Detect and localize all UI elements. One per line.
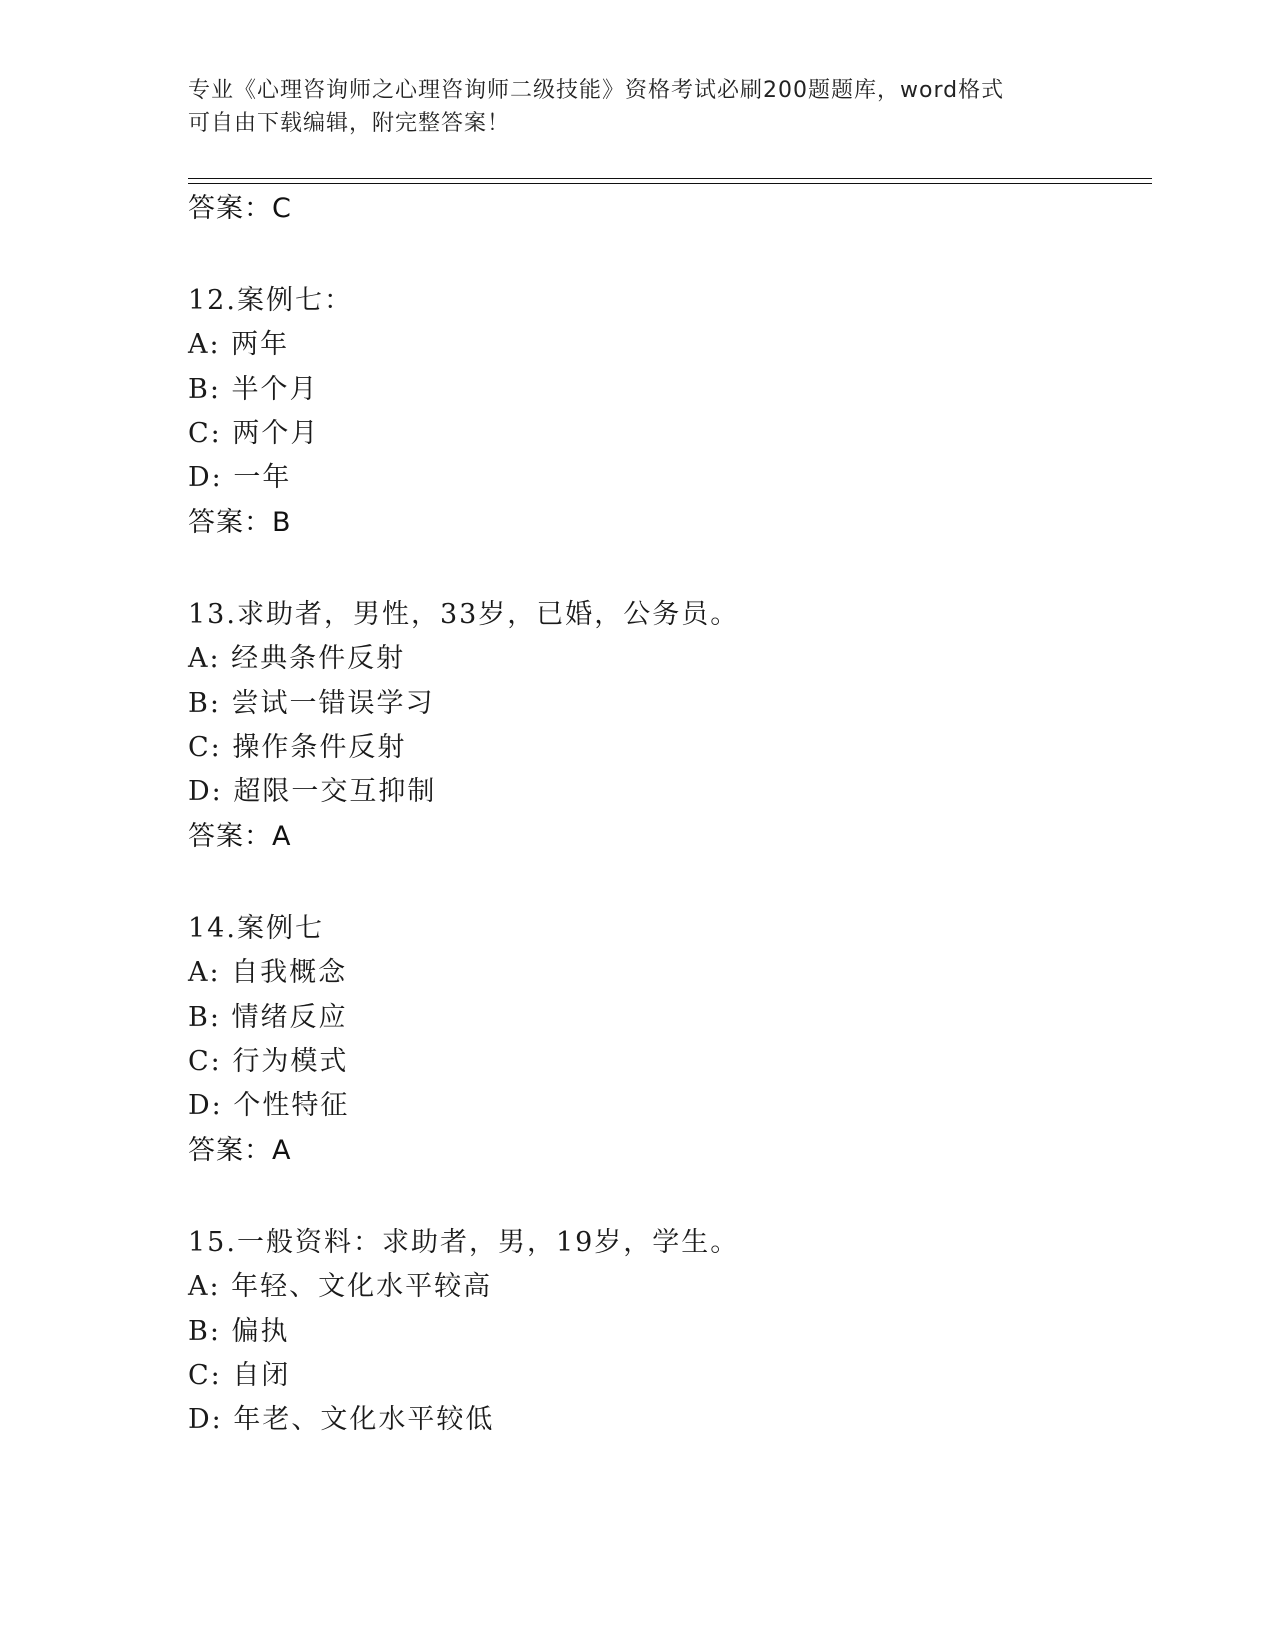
option-b: B: 尝试一错误学习 (188, 688, 435, 719)
document-header (188, 74, 1088, 140)
header-divider-bottom (188, 183, 1152, 184)
option-d: D: 个性特征 (188, 1090, 350, 1121)
answer-line: 答案：B (188, 507, 292, 538)
option-a: A: 经典条件反射 (188, 643, 406, 674)
header-line-1: 专业《心理咨询师之心理咨询师二级技能》资格考试必刷200题题库，word格式 (188, 78, 1005, 103)
question-title: 12.案例七： (188, 285, 353, 316)
question-title: 15.一般资料：求助者，男，19岁，学生。 (188, 1227, 740, 1258)
option-d: D: 年老、文化水平较低 (188, 1404, 495, 1435)
question-title: 14.案例七 (188, 913, 324, 944)
option-b: B: 半个月 (188, 374, 319, 405)
option-b: B: 情绪反应 (188, 1002, 348, 1033)
option-d: D: 一年 (188, 462, 292, 493)
option-c: C: 两个月 (188, 418, 320, 449)
option-b: B: 偏执 (188, 1316, 290, 1347)
answer-line: 答案：A (188, 821, 292, 852)
answer-line: 答案：C (188, 193, 292, 224)
header-divider-top (188, 178, 1152, 179)
option-a: A: 自我概念 (188, 957, 348, 988)
header-line-2: 可自由下载编辑，附完整答案！ (188, 111, 511, 136)
answer-line: 答案：A (188, 1135, 292, 1166)
option-c: C: 行为模式 (188, 1046, 349, 1077)
question-title: 13.求助者，男性，33岁，已婚，公务员。 (188, 599, 740, 630)
option-a: A: 两年 (188, 329, 290, 360)
option-c: C: 自闭 (188, 1360, 291, 1391)
option-d: D: 超限一交互抑制 (188, 776, 437, 807)
option-c: C: 操作条件反射 (188, 732, 407, 763)
option-a: A: 年轻、文化水平较高 (188, 1271, 493, 1302)
